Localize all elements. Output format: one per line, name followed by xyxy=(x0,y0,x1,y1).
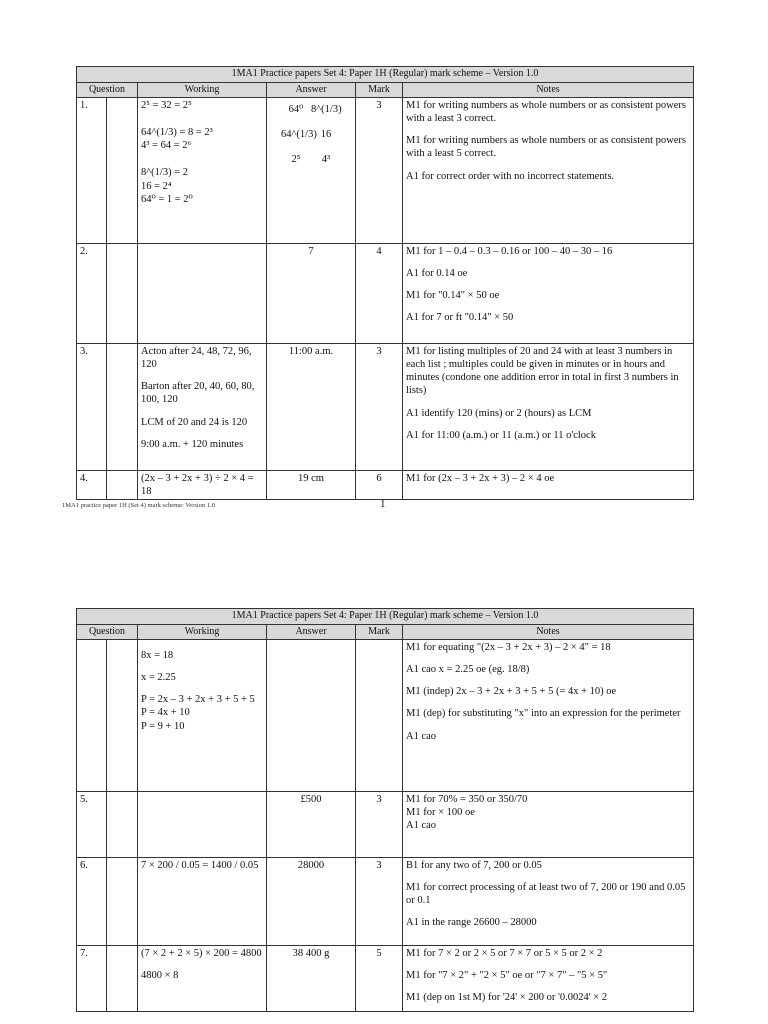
question-number: 5. xyxy=(77,792,107,858)
table-row-q4-continued xyxy=(77,640,694,792)
note-line: A1 cao x = 2.25 oe (eg. 18/8) xyxy=(406,664,530,676)
note-line: A1 for 0.14 oe xyxy=(406,268,468,280)
working-line: 2⁵ = 32 = 2⁵ xyxy=(141,100,192,111)
note-line: A1 cao xyxy=(406,820,437,832)
working-cell xyxy=(138,344,267,471)
question-part xyxy=(107,792,138,858)
question-part xyxy=(107,858,138,946)
col-header-working: Working xyxy=(138,82,267,98)
table-row-q2 xyxy=(77,244,694,344)
notes-cell xyxy=(403,98,694,244)
question-number: 1. xyxy=(77,98,107,244)
mark-cell: 6 xyxy=(356,471,403,500)
table-row-q7 xyxy=(77,946,694,1012)
question-part xyxy=(107,946,138,1012)
working-line: Barton after 20, 40, 60, 80, 100, 120 xyxy=(141,381,255,406)
question-number: 4. xyxy=(77,471,107,500)
mark-scheme-table-page2 xyxy=(76,608,694,1012)
mark-cell: 3 xyxy=(356,98,403,244)
col-header-answer: Answer xyxy=(267,82,356,98)
notes-cell xyxy=(403,792,694,858)
mark-scheme-table-page1 xyxy=(76,66,694,500)
working-cell xyxy=(138,640,267,792)
answer-cell xyxy=(267,98,356,244)
answer-item: 8^(1/3) xyxy=(311,104,342,115)
working-cell xyxy=(138,946,267,1012)
note-line: M1 (indep) 2x – 3 + 2x + 3 + 5 + 5 (= 4x + 10) oe xyxy=(406,686,617,698)
answer-item: 64⁰ xyxy=(288,104,304,115)
answer-item: 16 xyxy=(320,129,332,141)
question-part xyxy=(107,471,138,500)
working-line: (7 × 2 + 2 × 5) × 200 = 4800 xyxy=(141,948,262,959)
col-header-question: Question xyxy=(77,82,138,98)
mark-cell: 5 xyxy=(356,946,403,1012)
note-line: M1 for 70% = 350 or 350/70 xyxy=(406,794,528,805)
mark-cell: 4 xyxy=(356,244,403,344)
question-number: 7. xyxy=(77,946,107,1012)
answer-cell xyxy=(267,640,356,792)
working-line: LCM of 20 and 24 is 120 xyxy=(141,416,248,428)
note-line: M1 (dep) for substituting "x" into an expression for the perimeter xyxy=(406,708,681,720)
answer-item: 2⁵ xyxy=(291,154,301,166)
answer-cell: 28000 xyxy=(267,858,356,946)
working-line: P = 4x + 10 xyxy=(141,707,190,719)
answer-cell: £500 xyxy=(267,792,356,858)
working-line: 4³ = 64 = 2⁶ xyxy=(141,140,192,152)
notes-cell xyxy=(403,946,694,1012)
notes-cell xyxy=(403,640,694,792)
col-header-notes: Notes xyxy=(403,82,694,98)
answer-cell: 11:00 a.m. xyxy=(267,344,356,471)
question-number xyxy=(77,640,107,792)
note-line: M1 for "7 × 2" + "2 × 5" oe or "7 × 7" – "5 × 5" xyxy=(406,970,608,982)
table-row-q5 xyxy=(77,792,694,858)
note-line: B1 for any two of 7, 200 or 0.05 xyxy=(406,860,542,871)
mark-cell: 3 xyxy=(356,344,403,471)
mark-cell xyxy=(356,640,403,792)
note-line: M1 for 7 × 2 or 2 × 5 or 7 × 7 or 5 × 5 or 2 × 2 xyxy=(406,948,603,959)
note-line: M1 for equating "(2x – 3 + 2x + 3) – 2 × 4" = 18 xyxy=(406,642,611,653)
table-title: 1MA1 Practice papers Set 4: Paper 1H (Regular) mark scheme – Version 1.0 xyxy=(77,609,694,625)
note-line: M1 for "0.14" × 50 oe xyxy=(406,290,500,302)
note-line: A1 for 7 or ft "0.14" × 50 xyxy=(406,312,514,324)
question-part xyxy=(107,244,138,344)
note-line: A1 identify 120 (mins) or 2 (hours) as LCM xyxy=(406,407,592,419)
question-part xyxy=(107,98,138,244)
col-header-notes: Notes xyxy=(403,624,694,640)
mark-cell: 3 xyxy=(356,858,403,946)
table-row-q4 xyxy=(77,471,694,500)
working-line: 4800 × 8 xyxy=(141,970,179,982)
note-line: A1 cao xyxy=(406,730,437,742)
answer-item: 4³ xyxy=(321,154,331,166)
note-line: M1 for writing numbers as whole numbers or as consistent powers with a least 5 correct. xyxy=(406,135,686,160)
question-part xyxy=(107,344,138,471)
page-footer: 1MA1 practice paper 1H (Set 4) mark scheme: Version 1.0 xyxy=(62,502,215,509)
col-header-working: Working xyxy=(138,624,267,640)
answer-cell: 19 cm xyxy=(267,471,356,500)
table-row-q3 xyxy=(77,344,694,471)
col-header-answer: Answer xyxy=(267,624,356,640)
note-line: M1 for 1 – 0.4 – 0.3 – 0.16 or 100 – 40 – 30 – 16 xyxy=(406,246,613,257)
notes-cell xyxy=(403,858,694,946)
notes-cell xyxy=(403,344,694,471)
note-line: M1 (dep on 1st M) for '24' × 200 or '0.0024' × 2 xyxy=(406,992,608,1004)
note-line: M1 for × 100 oe xyxy=(406,807,475,819)
notes-cell: M1 for (2x – 3 + 2x + 3) – 2 × 4 oe xyxy=(403,471,694,500)
working-line: Acton after 24, 48, 72, 96, 120 xyxy=(141,346,252,371)
working-cell xyxy=(138,792,267,858)
col-header-mark: Mark xyxy=(356,624,403,640)
working-line: 8x = 18 xyxy=(141,650,174,661)
working-line: 64^(1/3) = 8 = 2³ xyxy=(141,127,213,139)
notes-cell xyxy=(403,244,694,344)
working-cell xyxy=(138,244,267,344)
question-number: 3. xyxy=(77,344,107,471)
note-line: A1 in the range 26600 – 28000 xyxy=(406,917,537,929)
note-line: M1 for writing numbers as whole numbers or as consistent powers with a least 3 correct. xyxy=(406,100,686,125)
note-line: M1 for correct processing of at least two of 7, 200 or 190 and 0.05 or 0.1 xyxy=(406,882,686,907)
table-title: 1MA1 Practice papers Set 4: Paper 1H (Regular) mark scheme – Version 1.0 xyxy=(77,67,694,83)
col-header-mark: Mark xyxy=(356,82,403,98)
working-cell: (2x – 3 + 2x + 3) ÷ 2 × 4 = 18 xyxy=(138,471,267,500)
page-number: 1 xyxy=(380,498,386,510)
col-header-question: Question xyxy=(77,624,138,640)
note-line: A1 for correct order with no incorrect statements. xyxy=(406,170,615,182)
note-line: M1 for listing multiples of 20 and 24 with at least 3 numbers in each list ; multiples could be given in minutes or in hours and minutes (condone one addition error in total in first 3 numbers in lists) xyxy=(406,346,679,397)
working-cell: 7 × 200 / 0.05 = 1400 / 0.05 xyxy=(138,858,267,946)
table-row-q1 xyxy=(77,98,694,244)
note-line: A1 for 11:00 (a.m.) or 11 (a.m.) or 11 o'clock xyxy=(406,429,596,441)
working-line: 64⁰ = 1 = 2⁰ xyxy=(141,193,193,205)
working-line: 8^(1/3) = 2 xyxy=(141,167,189,179)
question-number: 6. xyxy=(77,858,107,946)
working-cell xyxy=(138,98,267,244)
answer-cell: 7 xyxy=(267,244,356,344)
working-line: P = 9 + 10 xyxy=(141,720,185,732)
table-row-q6 xyxy=(77,858,694,946)
working-line: x = 2.25 xyxy=(141,672,176,684)
answer-item: 64^(1/3) xyxy=(281,129,317,141)
question-part xyxy=(107,640,138,792)
working-line: 16 = 2⁴ xyxy=(141,180,172,192)
mark-cell: 3 xyxy=(356,792,403,858)
answer-cell: 38 400 g xyxy=(267,946,356,1012)
working-line: P = 2x – 3 + 2x + 3 + 5 + 5 xyxy=(141,694,255,706)
working-line: 9:00 a.m. + 120 minutes xyxy=(141,438,244,450)
question-number: 2. xyxy=(77,244,107,344)
